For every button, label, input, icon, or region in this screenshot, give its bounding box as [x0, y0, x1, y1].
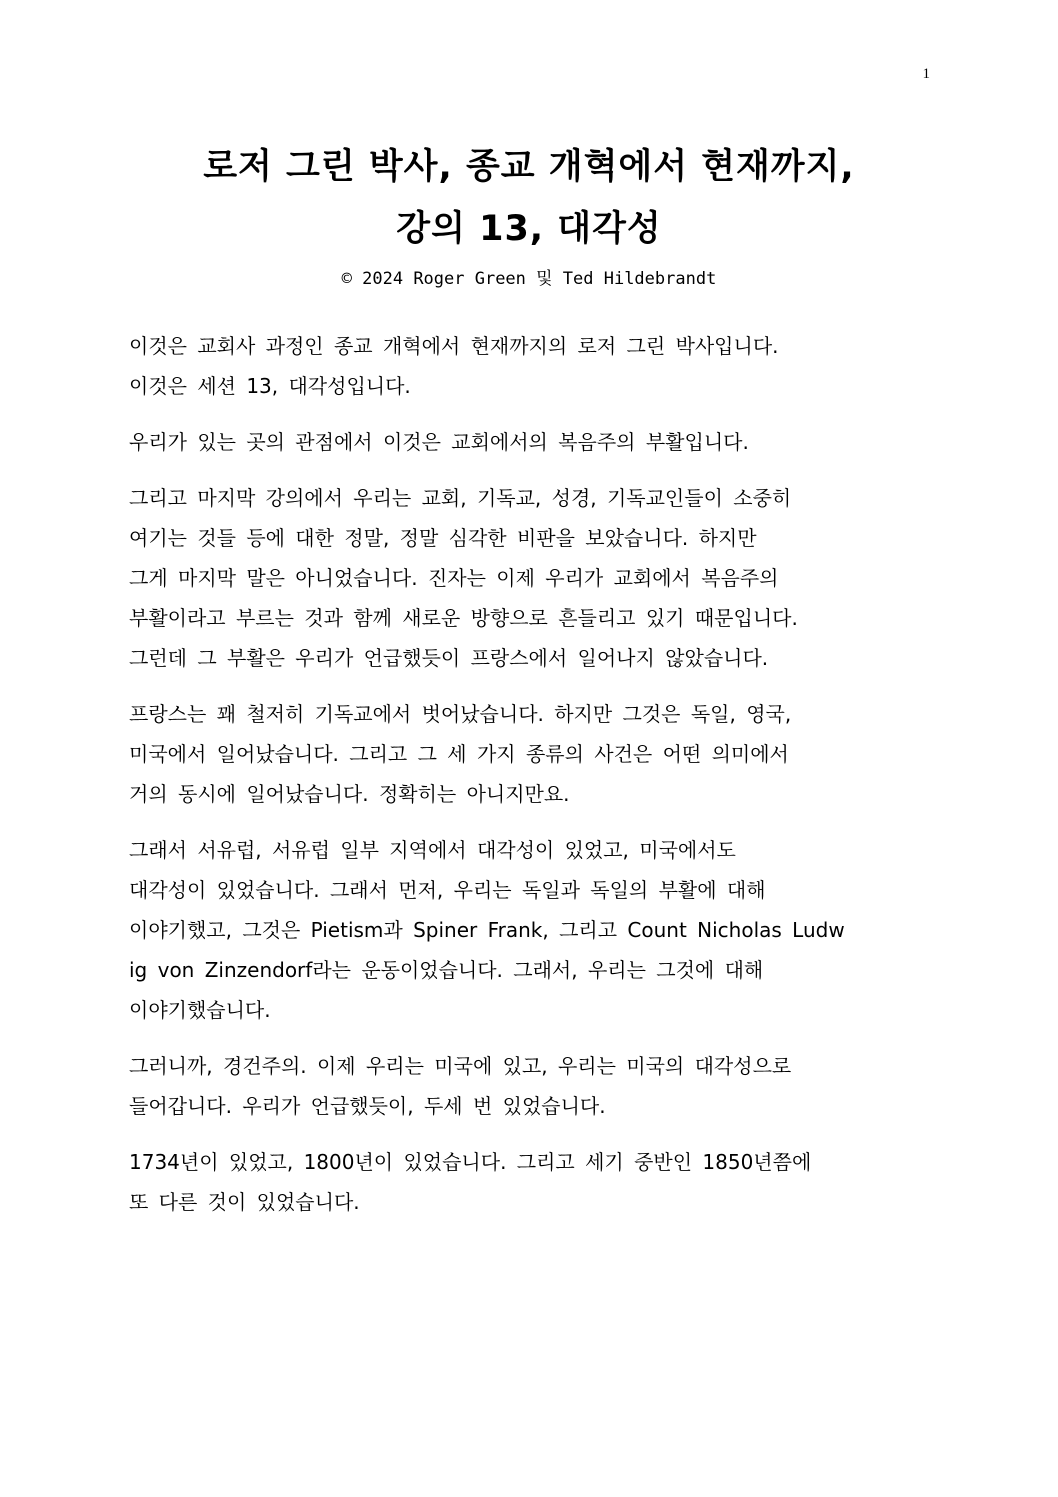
copyright-line: © 2024 Roger Green 및 Ted Hildebrandt	[341, 269, 717, 289]
title-line: 강의 13, 대각성	[396, 209, 662, 249]
text-line: 여기는 것들 등에 대한 정말, 정말 심각한 비판을 보았습니다. 하지만	[129, 526, 757, 550]
text-line: 이야기했고, 그것은 Pietism과 Spiner Frank, 그리고 Count Nicholas Ludw	[129, 918, 845, 942]
paragraph	[129, 326, 937, 406]
text-line: 그러니까, 경건주의. 이제 우리는 미국에 있고, 우리는 미국의 대각성으로	[129, 1054, 792, 1078]
paragraph	[129, 422, 937, 462]
paragraph	[129, 478, 937, 678]
page-number: 1	[922, 66, 930, 82]
title-line: 로저 그린 박사, 종교 개혁에서 현재까지,	[203, 147, 855, 187]
text-line: 그리고 마지막 강의에서 우리는 교회, 기독교, 성경, 기독교인들이 소중히	[129, 486, 792, 510]
text-line: 거의 동시에 일어났습니다. 정확히는 아니지만요.	[129, 782, 570, 806]
text-line: 미국에서 일어났습니다. 그리고 그 세 가지 종류의 사건은 어떤 의미에서	[129, 742, 789, 766]
text-line: 또 다른 것이 있었습니다.	[129, 1190, 360, 1214]
text-line: 부활이라고 부르는 것과 함께 새로운 방향으로 흔들리고 있기 때문입니다.	[129, 606, 798, 630]
text-line: 그게 마지막 말은 아니었습니다. 진자는 이제 우리가 교회에서 복음주의	[129, 566, 779, 590]
text-line: 이것은 교회사 과정인 종교 개혁에서 현재까지의 로저 그린 박사입니다.	[129, 334, 779, 358]
text-line: 이것은 세션 13, 대각성입니다.	[129, 374, 411, 398]
text-line: 1734년이 있었고, 1800년이 있었습니다. 그리고 세기 중반인 1850년쯤에	[129, 1150, 812, 1174]
text-line: ig von Zinzendorf라는 운동이었습니다. 그래서, 우리는 그것에 대해	[129, 958, 764, 982]
text-line: 그런데 그 부활은 우리가 언급했듯이 프랑스에서 일어나지 않았습니다.	[129, 646, 769, 670]
text-line: 프랑스는 꽤 철저히 기독교에서 벗어났습니다. 하지만 그것은 독일, 영국,	[129, 702, 792, 726]
text-line: 대각성이 있었습니다. 그래서 먼저, 우리는 독일과 독일의 부활에 대해	[129, 878, 766, 902]
paragraph	[129, 694, 937, 814]
paragraph	[129, 830, 937, 1030]
text-line: 우리가 있는 곳의 관점에서 이것은 교회에서의 복음주의 부활입니다.	[129, 430, 749, 454]
text-line: 그래서 서유럽, 서유럽 일부 지역에서 대각성이 있었고, 미국에서도	[129, 838, 736, 862]
document-title	[100, 136, 958, 260]
paragraph	[129, 1046, 937, 1126]
document-body	[129, 326, 937, 1238]
paragraph	[129, 1142, 937, 1222]
text-line: 이야기했습니다.	[129, 998, 271, 1022]
text-line: 들어갑니다. 우리가 언급했듯이, 두세 번 있었습니다.	[129, 1094, 606, 1118]
